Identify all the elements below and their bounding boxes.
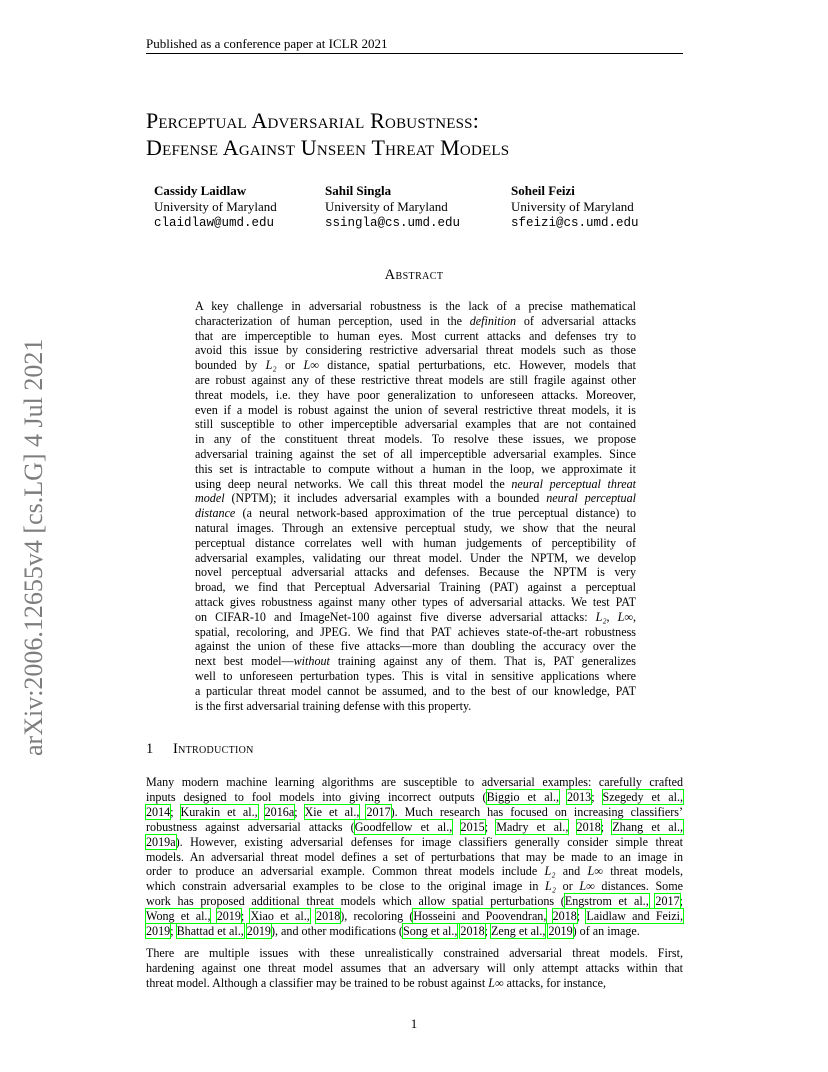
citation-link[interactable]: 2018 [316,909,341,924]
citation-link[interactable]: Madry et al., [496,819,569,834]
citation-link[interactable]: 2017 [366,804,391,819]
text-segment: a particular threat model cannot be assumed, and to the best of our knowledge, PAT [195,683,636,698]
text-segment: L∞ [587,864,603,879]
text-line [146,879,683,894]
author-name: Soheil Feizi [511,183,575,198]
intro-paragraph-1 [146,775,683,939]
citation-link[interactable]: Zhang et al., [612,819,684,834]
text-segment: are robust against any of these restrictive threat models are still fragile against other [195,372,636,387]
text-segment: L₂ [595,609,607,624]
text-segment: ), recoloring ( [340,909,414,924]
arxiv-side-stamp: arXiv:2006.12655v4 [cs.LG] 4 Jul 2021 [19,338,48,756]
text-line [146,775,683,790]
citation-link[interactable]: 2019a [146,834,176,849]
text-segment: threat model. Although a classifier may be trained to be robust against [146,975,489,990]
text-segment: , [632,609,637,624]
running-header: Published as a conference paper at ICLR 2021 [146,36,388,51]
author-email[interactable]: sfeizi@cs.umd.edu [511,216,639,230]
citation-link[interactable]: 2013 [567,789,592,804]
text-line [195,373,636,388]
citation-link[interactable]: 2019 [548,924,573,939]
text-segment: ; [294,804,305,819]
paper-title [146,107,509,161]
author-affiliation: University of Maryland [511,199,634,214]
text-line [146,850,683,865]
text-line [146,894,683,909]
section-heading [146,741,254,758]
text-segment: natural images. Through an extensive perceptual study, we show that the neural [195,520,636,535]
author-3 [511,183,639,231]
section-number: 1 [146,741,154,757]
author-2 [325,183,460,231]
text-segment: work has proposed additional threat models which allow spatial perturbations ( [146,894,565,909]
text-line [195,299,636,314]
text-line [195,358,636,373]
citation-link[interactable]: 2014 [146,804,171,819]
text-segment: attacks, for instance, [503,975,607,990]
text-segment: or [555,879,580,894]
text-line [146,924,683,939]
citation-link[interactable]: Xiao et al., [250,909,310,924]
text-segment: that are imperceptible to human eyes. Most current attacks and defenses try to [195,328,636,343]
author-affiliation: University of Maryland [154,199,277,214]
text-segment: ), and other modifications ( [270,924,403,939]
text-segment: against the union of these five attacks—more than doubling the accuracy over the [195,639,636,654]
text-line [195,580,636,595]
text-line [195,654,636,669]
author-email[interactable]: claidlaw@umd.edu [154,216,275,230]
text-segment: attack gives robustness against many other types of adversarial attacks. We test PAT [195,594,636,609]
text-line [195,477,636,492]
citation-link[interactable]: 2018 [460,924,485,939]
text-segment: adversarial training against the set of all imperceptible adversarial examples. Since [195,446,636,461]
citation-link[interactable]: 2019 [246,924,271,939]
title-line-1: Perceptual Adversarial Robustness: [146,108,480,133]
text-line [146,961,683,976]
text-segment: using deep neural networks. We call this threat model the [195,476,512,491]
text-segment [546,909,552,923]
text-segment: L∞ [303,358,319,373]
text-line [195,491,636,506]
text-segment: model [195,491,225,506]
text-segment: distance [195,506,236,521]
text-line [146,835,683,850]
title-line-2: Defense Against Unseen Threat Models [146,135,510,160]
citation-link[interactable]: Kurakin et al., [180,804,258,819]
abstract-body [195,299,636,713]
author-email[interactable]: ssingla@cs.umd.edu [325,216,461,230]
text-segment: characterization of human perception, used in the [195,313,470,328]
text-segment: without [293,654,330,669]
text-segment: perceptual distance correlates well with human judgements of perceptibility of [195,535,636,550]
citation-link[interactable]: Szegedy et al., [602,789,683,804]
section-title: Introduction [173,741,254,757]
text-segment: ; [240,909,251,924]
citation-link[interactable]: Hosseini and Poovendran, [413,909,547,924]
citation-link[interactable]: Biggio et al., [486,789,559,804]
text-segment: There are multiple issues with these unrealistically constrained adversarial threat models. First, [146,946,683,960]
citation-link[interactable]: Song et al., [402,924,458,939]
citation-link[interactable]: Laidlaw and Feizi, [586,909,684,924]
text-line [146,976,683,991]
author-affiliation: University of Maryland [325,199,448,214]
page-number: 1 [410,1016,418,1031]
text-segment: , [606,609,618,624]
text-line [195,565,636,580]
text-segment: L∞ [488,975,504,990]
text-line [195,521,636,536]
text-line [195,447,636,462]
text-segment [210,909,216,923]
text-segment: L∞ [579,879,595,894]
text-segment: ; [600,819,613,834]
text-line [195,625,636,640]
citation-link[interactable]: Goodfellow et al., [354,819,453,834]
text-line [195,699,636,714]
text-segment: spatial, recoloring, and JPEG. We find that PAT achieves state-of-the-art robustness [195,624,636,639]
text-segment: neural perceptual threat [511,476,636,491]
text-line [195,417,636,432]
author-name: Sahil Singla [325,183,392,198]
text-segment: ). However, existing adversarial defenses for image classifiers generally consider simple threat [175,834,683,849]
text-segment: definition [469,313,517,328]
text-segment: and [555,864,588,879]
text-segment: threat models, i.e. they have poor generalization to unforeseen attacks. Moreover, [195,387,636,402]
text-line [195,343,636,358]
text-line [195,314,636,329]
citation-link[interactable]: Xie et al., [304,804,360,819]
text-segment: order to produce an adversarial example. Common threat models include [146,864,545,879]
text-segment: distance, spatial perturbations, etc. However, models that [318,358,636,373]
text-segment [258,805,265,819]
text-segment: in any of the constituent threat models. To resolve these issues, we propose [195,432,636,447]
header-rule [146,53,683,54]
citation-link[interactable]: Zeng et al., [491,924,546,939]
citation-link[interactable]: 2019 [146,924,171,939]
citation-link[interactable]: Engstrom et al., [564,894,649,909]
citation-link[interactable]: Bhattad et al., [176,924,244,939]
text-segment: threat models, [602,864,683,879]
text-segment: models. An adversarial threat model defines a set of perturbations that may be made to an image in [146,849,683,864]
text-segment: ; [679,894,683,909]
text-segment: L₂ [544,864,556,879]
text-segment: neural perceptual [546,491,636,506]
text-segment: is the first adversarial training defense with this property. [195,698,472,713]
text-line [195,610,636,625]
text-segment: ; [484,819,497,834]
text-line [195,388,636,403]
text-segment: novel perceptual adversarial attacks and defenses. Because the NPTM is very [195,565,636,580]
citation-link[interactable]: 2019 [216,909,241,924]
text-line [195,669,636,684]
text-segment: ; [170,804,181,819]
text-line [146,909,683,924]
text-line [195,432,636,447]
text-segment: Many modern machine learning algorithms are susceptible to adversarial examples: carefully crafted [146,775,683,789]
text-segment: ; [591,789,603,804]
text-segment [559,790,567,804]
text-segment: even if a model is robust against the union of several restrictive threat models, it is [195,402,636,417]
text-segment: adversarial examples, validating our threat model. Under the NPTM, we develop [195,550,636,565]
text-segment: (a neural network-based approximation of the true perceptual distance) to [235,506,636,521]
text-segment: on CIFAR-10 and ImageNet-100 against five diverse adversarial attacks: [195,609,596,624]
text-segment [568,820,576,834]
text-line [146,790,683,805]
text-segment: robustness against adversarial attacks ( [146,819,355,834]
citation-link[interactable]: Wong et al., [146,909,211,924]
text-segment: bounded by [195,358,266,373]
citation-link[interactable]: 2018 [552,909,577,924]
text-segment: (NPTM); it includes adversarial examples with a bounded [224,491,547,506]
text-line [195,506,636,521]
text-segment: broad, we find that Perceptual Adversarial Training (PAT) against a perceptual [195,580,636,595]
text-line [146,805,683,820]
text-segment: of adversarial attacks [516,313,636,328]
text-line [195,536,636,551]
text-segment: ). Much research has focused on increasing classifiers’ [390,804,683,819]
text-segment: L₂ [545,879,556,894]
text-segment: L∞ [617,609,633,624]
text-line [195,639,636,654]
text-segment: ) of an image. [572,924,640,939]
author-1 [154,183,277,231]
text-segment: training against any of them. That is, PAT generalizes [329,654,637,669]
text-line [195,551,636,566]
text-line [195,684,636,699]
citation-link[interactable]: 2018 [576,819,601,834]
text-segment: well to unforeseen perturbation types. This is vital in sensitive applications where [195,668,636,683]
text-segment: still susceptible to other imperceptible adversarial examples that are not contained [195,417,636,432]
text-segment: inputs designed to fool models into giving incorrect outputs ( [146,789,487,804]
text-line [195,462,636,477]
text-segment: distances. Some [594,879,684,894]
text-segment: A key challenge in adversarial robustness is the lack of a precise mathematical [195,299,636,313]
text-line [146,864,683,879]
text-segment: hardening against one threat model assumes that an adversary will only attempt attacks within that [146,960,683,975]
text-line [146,946,683,961]
text-line [195,595,636,610]
text-line [195,403,636,418]
citation-link[interactable]: 2015 [460,819,485,834]
text-line [146,820,683,835]
text-segment: ; [484,924,491,939]
text-segment: ; [170,924,177,939]
text-segment: or [276,358,304,373]
text-segment: avoid this issue by considering restrictive adversarial threat models such as those [195,343,636,358]
abstract-heading: Abstract [384,267,444,283]
text-segment: next best model— [195,654,294,669]
text-segment: which constrain adversarial examples to be close to the original image in [146,879,546,894]
citation-link[interactable]: 2016a [264,804,295,819]
text-segment: this set is intractable to compute without a human in the loop, we approximate it [195,461,636,476]
intro-paragraph-2 [146,946,683,991]
text-segment [452,820,460,834]
text-segment: ; [576,909,587,924]
citation-link[interactable]: 2017 [655,894,680,909]
text-line [195,329,636,344]
author-name: Cassidy Laidlaw [154,183,247,198]
text-segment: L₂ [265,358,277,373]
